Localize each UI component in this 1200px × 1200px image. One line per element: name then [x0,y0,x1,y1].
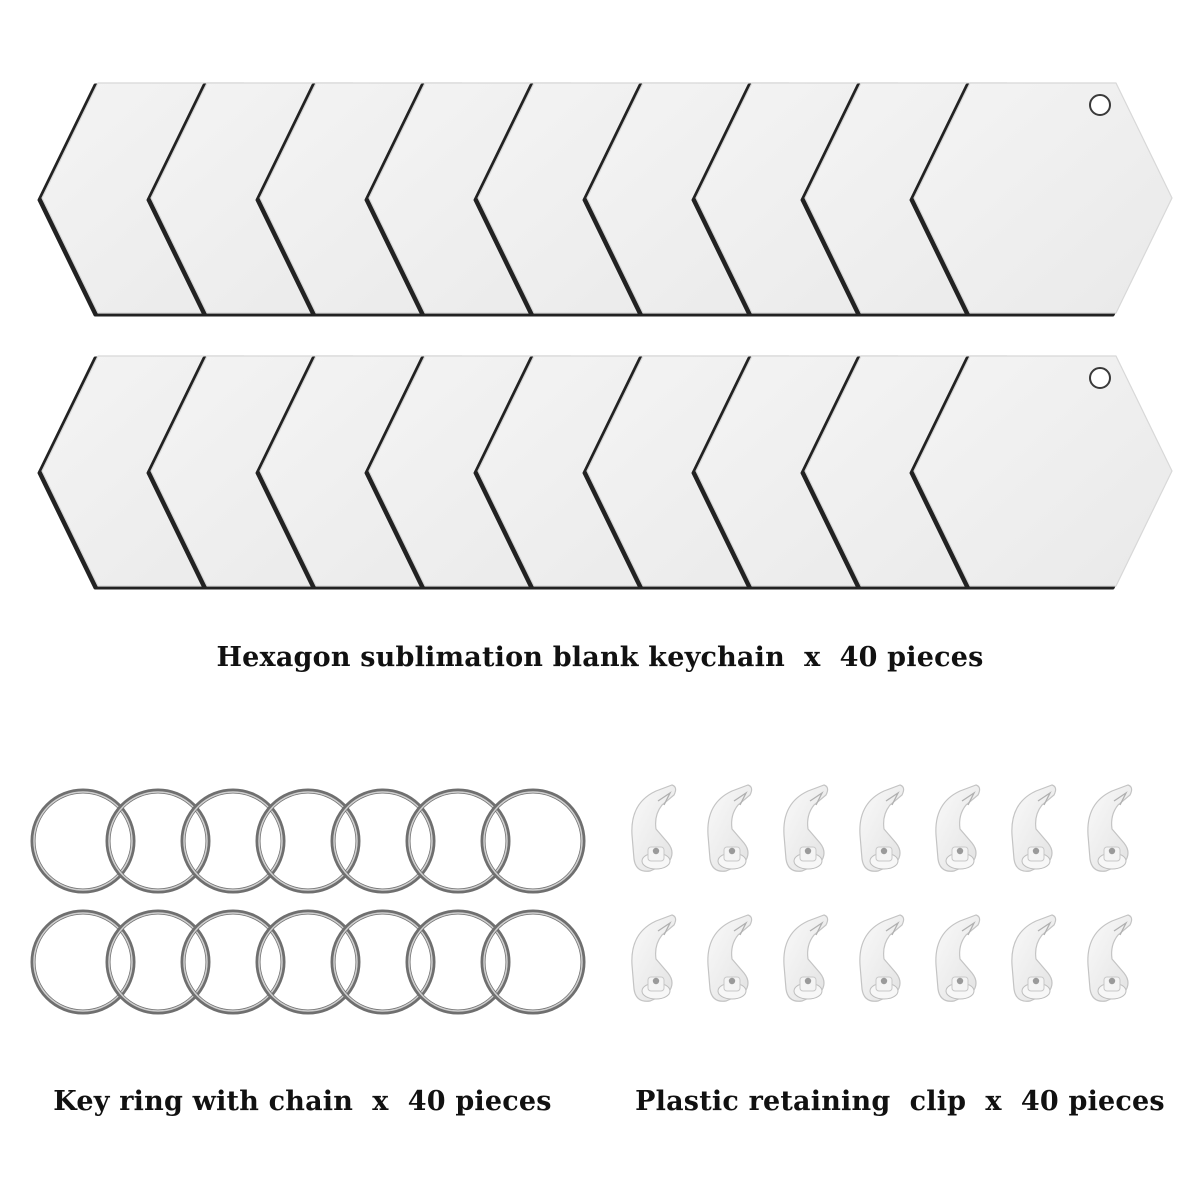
retaining-clip [632,785,676,871]
key-ring [483,791,583,891]
retaining-clip [708,915,752,1001]
key-ring [258,912,358,1012]
retaining-clip [784,915,828,1001]
key-ring-caption: Key ring with chain x 40 pieces [53,1086,552,1117]
key-ring [408,791,508,891]
hexagon-keychain-caption: Hexagon sublimation blank keychain x 40 pieces [216,642,984,673]
hexagon-keychain-group [39,83,1172,588]
retaining-clip [1012,915,1056,1001]
retaining-clip [1088,785,1132,871]
key-ring-group [33,791,583,1012]
key-ring [333,912,433,1012]
retaining-clip [860,915,904,1001]
retaining-clip [632,915,676,1001]
key-ring [108,912,208,1012]
retaining-clip [860,785,904,871]
key-ring [33,912,133,1012]
retaining-clip [784,785,828,871]
retaining-clip-group [632,785,1132,1001]
hexagon-keychain [911,83,1172,315]
key-ring [408,912,508,1012]
key-ring [183,912,283,1012]
retaining-clip [936,785,980,871]
retaining-clip [936,915,980,1001]
key-ring [33,791,133,891]
retaining-clip [1088,915,1132,1001]
key-ring [483,912,583,1012]
key-ring [108,791,208,891]
key-ring [258,791,358,891]
key-ring [333,791,433,891]
hexagon-keychain [911,356,1172,588]
retaining-clip [708,785,752,871]
retaining-clip-caption: Plastic retaining clip x 40 pieces [635,1086,1165,1117]
key-ring [183,791,283,891]
retaining-clip [1012,785,1056,871]
